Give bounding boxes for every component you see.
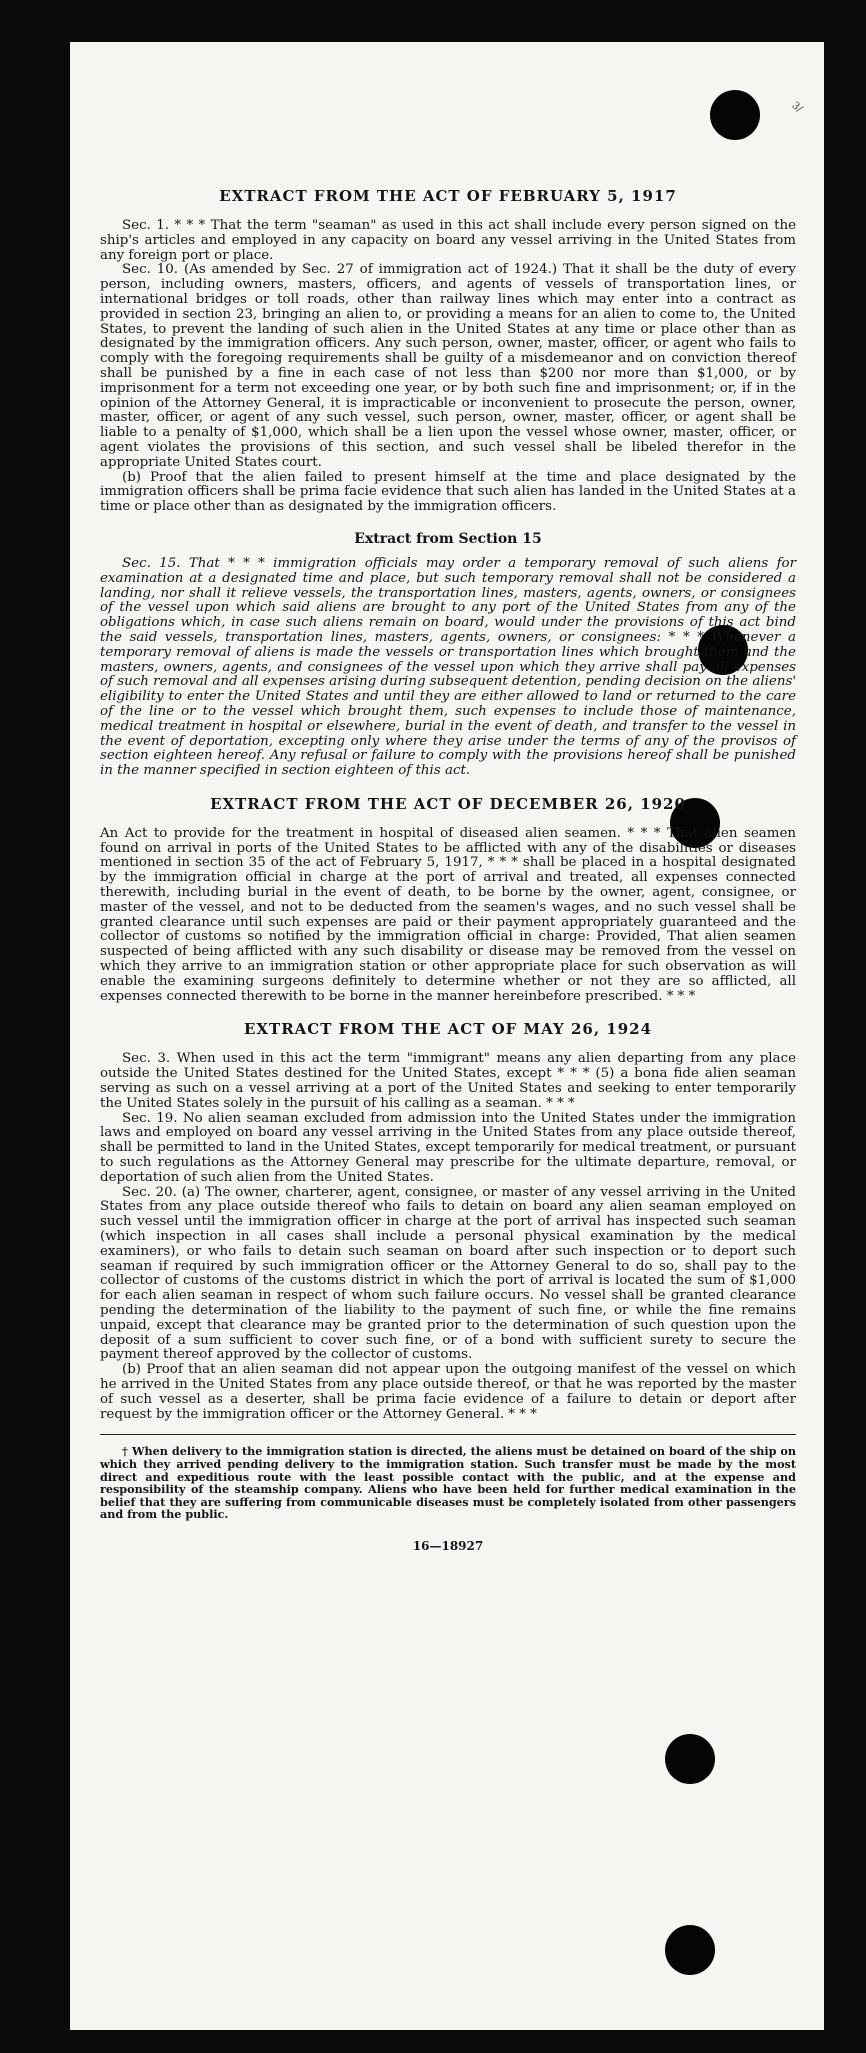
heading-act-1917: EXTRACT FROM THE ACT OF FEBRUARY 5, 1917 bbox=[219, 187, 677, 205]
stamp-mark: 3/ bbox=[789, 100, 805, 115]
footnote: † When delivery to the immigration station is directed, the aliens must be detained on board of the ship on which they arrived pending delivery to the immigration station. Such transfer must be made by the most direct and expeditious route with the least possible contact with the public, and at the expense and responsibility of the steamship company. Aliens who have been held for further medical examination in the belief that they are suffering from communicable diseases must be completely isolated from other passengers and from the public. bbox=[100, 1444, 796, 1522]
heading-act-1924: EXTRACT FROM THE ACT OF MAY 26, 1924 bbox=[243, 1020, 653, 1039]
heading-section-15: Extract from Section 15 bbox=[354, 530, 542, 547]
punch-hole bbox=[710, 90, 760, 140]
section-10-paragraph: Sec. 10. (As amended by Sec. 27 of immigration act of 1924.) That it shall be the duty of every person, including owners, masters, officers, and agents of vessels of transportation lines, or international bridges or toll roads, other than railway lines which may enter into a contract as provided in section 23, bringing an alien to, or providing a means for an alien to come to, the United States, to prevent the landing of such alien in the United States at any time or place other than as designated by the immigration officers. Any such person, owner, master, officer, or agent who fails to comply with the foregoing requirements shall be guilty of a misdemeanor and on conviction thereof shall be punished by a fine in each case of not less than $200 nor more than $1,000, or by imprisonment for a term not exceeding one year, or by both such fine and imprisonment; or, if in the opinion of the Attorney General, it is impracticable or inconvenient to prosecute the person, owner, master, officer, or agent of any such vessel, such person, owner, master, officer, or agent shall be liable to a penalty of $1,000, which shall be a lien upon the vessel whose owner, master, officer, or agent violates the provisions of this section, and such vessel shall be libeled therefor in the appropriate United States court. bbox=[100, 262, 796, 470]
section-20b-paragraph: (b) Proof that an alien seaman did not appear upon the outgoing manifest of the vessel on which he arrived in the United States from any place outside thereof, or that he was reported by the master of such vessel as a deserter, shall be prima facie evidence of a failure to detain or deport after request by the immigration officer or the Attorney General. * * * bbox=[100, 1362, 796, 1422]
section-19-paragraph: Sec. 19. No alien seaman excluded from admission into the United States under the immigration laws and employed on board any vessel arriving in the United States from any place outside thereof, shall be permitted to land in the United States, except temporarily for medical treatment, or pursuant to such regulations as the Attorney General may prescribe for the ultimate departure, removal, or deportation of such alien from the United States. bbox=[100, 1110, 796, 1185]
document-body bbox=[100, 187, 796, 1553]
punch-hole bbox=[665, 1734, 715, 1784]
section-20a-paragraph: Sec. 20. (a) The owner, charterer, agent, consignee, or master of any vessel arriving in the United States from any place outside thereof who fails to detain on board any alien seaman employed on such vessel until the immigration officer in charge at the port of arrival has inspected such seaman (which inspection in all cases shall include a personal physical examination by the medical examiners), or who fails to detain such seaman on board after such inspection or to deport such seaman if required by such immigration officer or the Attorney General to do so, shall pay to the collector of customs of the customs district in which the port of arrival is located the sum of $1,000 for each alien seaman in respect of whom such failure occurs. No vessel shall be granted clearance pending the determination of the liability to the payment of such fine, or while the fine remains unpaid, except that clearance may be granted prior to the determination of such question upon the deposit of a sum sufficient to cover such fine, or of a bond with sufficient surety to secure the payment thereof approved by the collector of customs. bbox=[100, 1184, 796, 1363]
document-page bbox=[70, 42, 824, 2030]
act-1920-paragraph: An Act to provide for the treatment in hospital of diseased alien seamen. * * * That alien seamen found on arrival in ports of the United States to be afflicted with any of the disabilities or diseases mentioned in section 35 of the act of February 5, 1917, * * * shall be placed in a hospital designated by the immigration official in charge at the port of arrival and treated, all expenses connected therewith, including burial in the event of death, to be borne by the owner, agent, consignee, or master of the vessel, and not to be deducted from the seamen's wages, and no such vessel shall be granted clearance until such expenses are paid or their payment appropriately guaranteed and the collector of customs so notified by the immigration official in charge: Provided, That alien seamen suspected of being afflicted with any such disability or disease may be removed from the vessel on which they arrive to an immigration station or other appropriate place for such observation as will enable the examining surgeons definitely to determine whether or not they are so afflicted, all expenses connected therewith to be borne in the manner hereinbefore prescribed. * * * bbox=[100, 825, 796, 1004]
footnote-divider bbox=[100, 1434, 796, 1435]
heading-act-1920: EXTRACT FROM THE ACT OF DECEMBER 26, 1920 bbox=[210, 794, 686, 813]
punch-hole bbox=[665, 1925, 715, 1975]
section-10b-paragraph: (b) Proof that the alien failed to present himself at the time and place designated by the immigration officers shall be prima facie evidence that such alien has landed in the United States at a time or place other than as designated by the immigration officers. bbox=[100, 469, 796, 515]
document-number: 16—18927 bbox=[412, 1538, 484, 1553]
section-15-paragraph: Sec. 15. That * * * immigration officials may order a temporary removal of such aliens for examination at a designated time and place, but such temporary removal shall not be considered a landing, nor shall it relieve vessels, the transportation lines, masters, agents, owners, or consignees of the vessel upon which said aliens are brought to any port of the United States from any of the obligations which, in case such aliens remain on board, would under the provisions of this act bind the said vessels, transportation lines, masters, agents, owners, or consignees: * * * Whenever a temporary removal of aliens is made the vessels or transportation lines which brought them and the masters, owners, agents, and consignees of the vessel upon which they arrive shall pay all expenses of such removal and all expenses arising during subsequent detention, pending decision on the aliens' eligibility to enter the United States and until they are either allowed to land or returned to the care of the line or to the vessel which brought them, such expenses to include those of maintenance, medical treatment in hospital or elsewhere, burial in the event of death, and transfer to the vessel in the event of deportation, excepting only where they arise under the terms of any of the provisos of section eighteen hereof. Any refusal or failure to comply with the provisions hereof shall be punished in the manner specified in section eighteen of this act. bbox=[100, 555, 796, 779]
section-1-paragraph: Sec. 1. * * * That the term "seaman" as used in this act shall include every person signed on the ship's articles and employed in any capacity on board any vessel arriving in the United States from any foreign port or place. bbox=[100, 218, 796, 263]
section-3-paragraph: Sec. 3. When used in this act the term "immigrant" means any alien departing from any place outside the United States destined for the United States, except * * * (5) a bona fide alien seaman serving as such on a vessel arriving at a port of the United States and seeking to enter temporarily the United States solely in the pursuit of his calling as a seaman. * * * bbox=[100, 1051, 796, 1111]
